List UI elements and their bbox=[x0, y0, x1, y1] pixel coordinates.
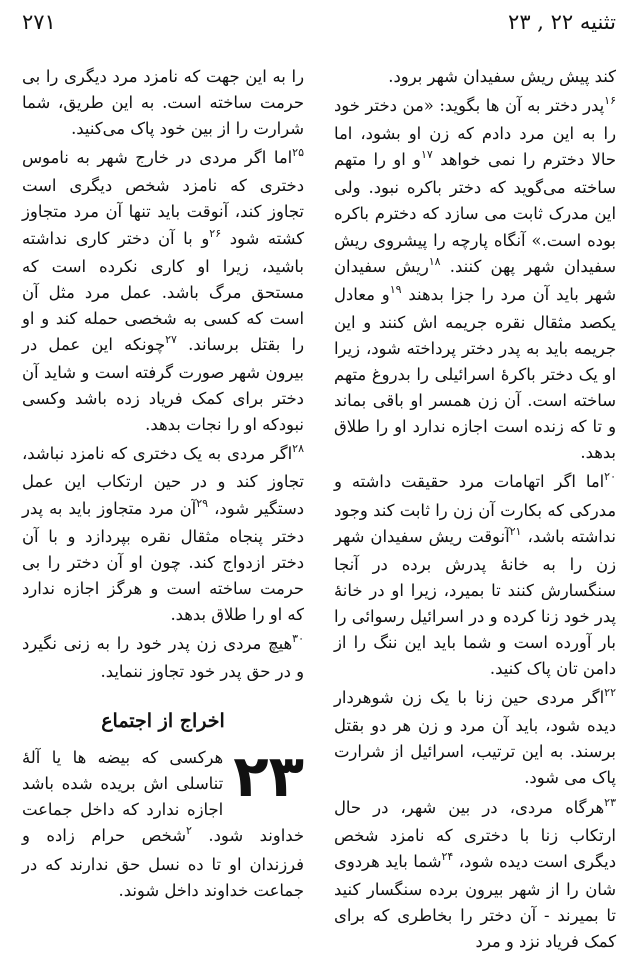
page-header bbox=[22, 10, 616, 46]
verse-text: اما اگر اتهامات مرد حقیقت داشته و مدرکی که بکارت آن زن را ثابت کند وجود نداشته باشد، bbox=[334, 472, 616, 546]
verse-paragraph bbox=[22, 631, 304, 685]
verse-number: ۳۰ bbox=[292, 631, 304, 645]
verse-text: ریش سفیدان شهر باید آن مرد را جزا بدهند bbox=[334, 256, 616, 304]
verse-number: ۱۷ bbox=[420, 148, 433, 162]
verse-text: را به این جهت که نامزد مرد دیگری را بی حرمت ساخته است. به این طریق، شما شرارت را از بین خود پاک می‌کنید. bbox=[22, 67, 304, 139]
chapter-23-opening bbox=[22, 742, 304, 904]
section-heading: اخراج از اجتماع bbox=[101, 710, 225, 733]
running-head: تثنیه ۲۲ , ۲۳ bbox=[508, 10, 616, 34]
verse-number: ۲۵ bbox=[292, 146, 304, 160]
verse-number: ۲۱ bbox=[509, 524, 522, 538]
verse-text: آن مرد متجاوز باید به پدر دختر پنجاه مثقال نقره بپردازد و با آن دختر ازدواج کند. چون او آن دختر را بی حرمت ساخته است و هرگز اجازه ندارد که او را طلاق بدهد. bbox=[22, 498, 304, 624]
verse-text: و او را متهم ساخته می‌گوید که دختر باکره نبود. ولی این مدرک ثابت می سازد که دخترم باکره بوده است.» آنگاه پارچه را پیشروی ریش سفیدان شهر پهن کنند. bbox=[334, 150, 617, 276]
verse-number: ۲۷ bbox=[165, 332, 177, 346]
verse-text: اگر مردی به یک دختری که نامزد نباشد، تجاوز کند و در حین ارتکاب این عمل دستگیر شود، bbox=[22, 444, 304, 518]
verse-paragraph bbox=[334, 64, 616, 90]
verse-number: ۲۳ bbox=[604, 795, 616, 809]
verse-text: هرگاه مردی، در بین شهر، در حال ارتکاب زنا با دختری که نامزد شخص دیگری است دیده شود، bbox=[334, 797, 617, 871]
verse-number: ۲۶ bbox=[209, 226, 222, 240]
page-number: ۲۷۱ bbox=[22, 10, 56, 34]
verse-number: ۲۸ bbox=[292, 442, 304, 456]
verse-text: شما باید هردوی شان را از شهر بیرون برده سنگسار کنید تا بمیرند - آن دختر را بخاطری که برای کمک فریاد نزد و مرد bbox=[334, 851, 616, 951]
verse-paragraph bbox=[22, 441, 304, 628]
verse-paragraph bbox=[334, 795, 616, 956]
verse-text: چونکه این عمل در بیرون شهر صورت گرفته است و شاید آن دختر برای کمک فریاد زده باشد وکسی نبودکه او را نجات بدهد. bbox=[22, 334, 304, 435]
verse-text: اگر مردی حین زنا با یک زن شوهردار دیده شود، باید آن مرد و زن هر دو بقتل برسند. به این ترتیب، اسرائیل از شرارت پاک می شود. bbox=[334, 688, 616, 788]
verse-text: و معادل یکصد مثقال نقره جریمه اش کنند و این جریمه باید به پدر دختر پرداخته شود، زیرا او یک دختر باکرۀ اسرائیلی را بدروغ متهم ساخته است. آن زن همسر او باقی بماند و تا که زنده است اجازه ندارد او را طلاق بدهد. bbox=[334, 284, 616, 463]
verse-number: ۲۰ bbox=[604, 470, 616, 484]
verse-number: ۱۶ bbox=[604, 94, 616, 108]
verse-number: ۲۴ bbox=[441, 849, 454, 863]
verse-paragraph bbox=[334, 469, 616, 682]
verse-number: ۱۹ bbox=[389, 282, 402, 296]
right-column bbox=[334, 64, 616, 955]
verse-paragraph bbox=[334, 93, 616, 466]
verse-text: هرکسی که بیضه ها یا آلۀ تناسلی اش بریده شده باشد اجازه ندارد که داخل جماعت خداوند شود. bbox=[22, 748, 304, 846]
left-column bbox=[22, 64, 304, 904]
verse-paragraph bbox=[22, 64, 304, 142]
verse-text: و با آن دختر کاری نداشته باشید، زیرا او کاری نکرده است که مستحق مرگ باشد. عمل مرد مثل آن است که کسی به شخصی حمله کند و او را بقتل برساند. bbox=[22, 228, 304, 354]
verse-number: ۲۹ bbox=[196, 496, 209, 510]
verse-paragraph bbox=[22, 145, 304, 438]
verse-number: ۲۲ bbox=[604, 686, 616, 700]
verse-text: شخص حرام زاده و فرزندان او تا ده نسل حق ندارند که در جماعت خداوند داخل شوند. bbox=[22, 826, 304, 900]
chapter-number: ۲۳ bbox=[233, 742, 304, 811]
verse-text: آنوقت ریش سفیدان شهر زن را به خانۀ پدرش برده در آنجا سنگسارش کنند تا بمیرد، زیرا او در خانۀ پدر خود زنا کرده و در اسرائیل رسوائی را بار آورده است و شما باید این ننگ را از دامن تان پاک کنید. bbox=[334, 526, 616, 679]
verse-text: کند پیش ریش سفیدان شهر برود. bbox=[388, 67, 616, 86]
verse-number: ۱۸ bbox=[428, 254, 441, 268]
verse-paragraph bbox=[334, 685, 616, 791]
verse-text: پدر دختر به آن ها بگوید: «من دختر خود را به این مرد دادم که زن او بشود، اما حالا دخترم را نمی خواهد bbox=[334, 96, 616, 170]
verse-text: هیچ مردی زن پدر خود را به زنی نگیرد و در حق پدر خود تجاوز ننماید. bbox=[22, 633, 304, 682]
verse-text: اما اگر مردی در خارج شهر به ناموس دختری که نامزد شخص دیگری است تجاوز کند، آنوقت باید تنها آن مرد متجاوز کشته شود bbox=[22, 148, 305, 248]
verse-number: ۲ bbox=[186, 824, 192, 838]
